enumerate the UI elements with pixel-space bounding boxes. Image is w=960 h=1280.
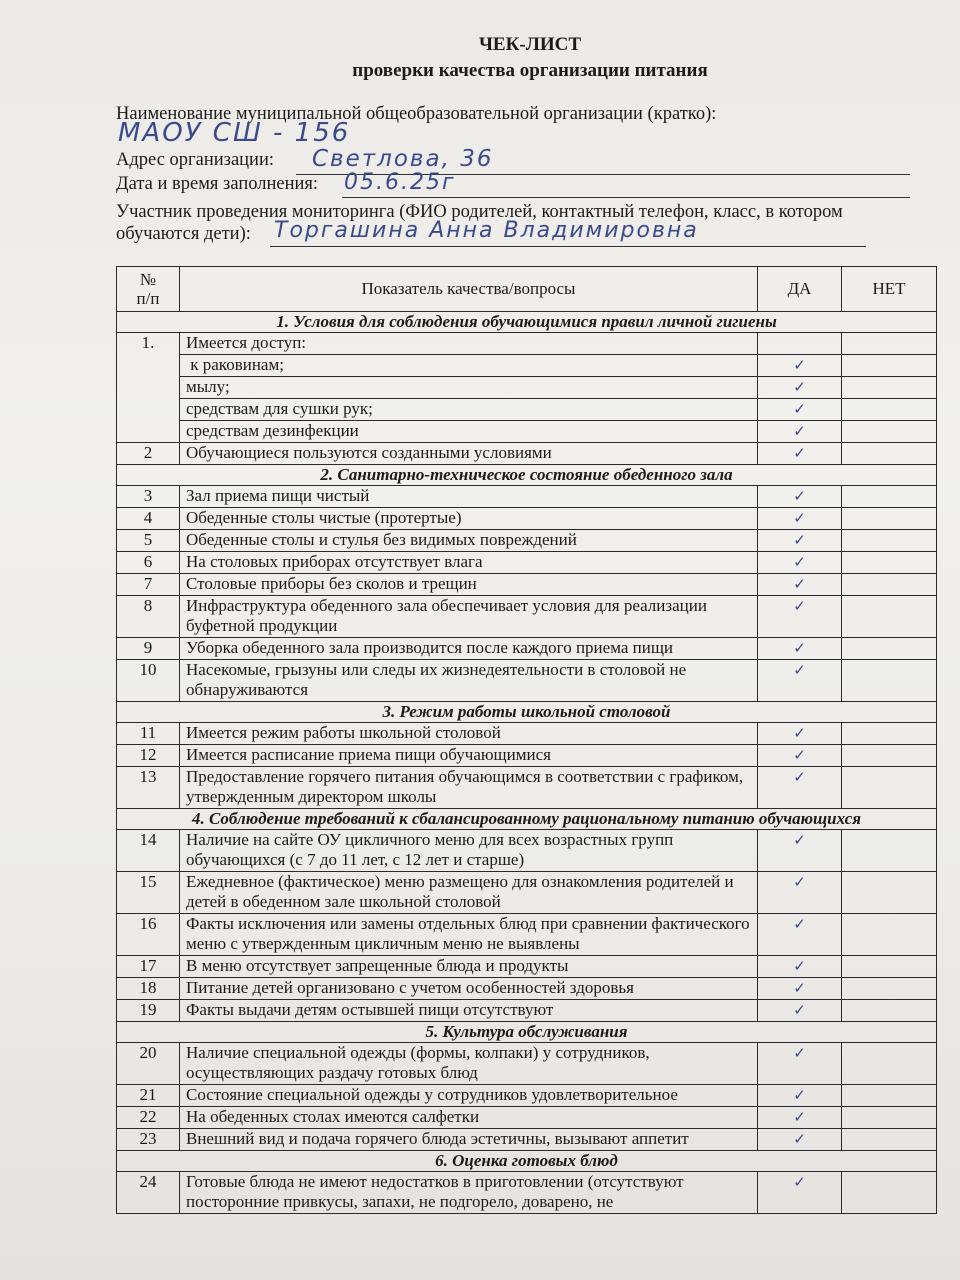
- yes-check-mark[interactable]: ✓: [758, 486, 842, 508]
- row-number: 15: [117, 872, 180, 914]
- row-text: Имеется расписание приема пищи обучающимися: [180, 745, 758, 767]
- yes-check-mark[interactable]: ✓: [758, 399, 842, 421]
- participant-underline: [270, 246, 866, 247]
- row-number: 10: [117, 660, 180, 702]
- table-row: [117, 978, 937, 1000]
- table-row: [117, 1000, 937, 1022]
- row-text: к раковинам;: [180, 355, 758, 377]
- section-heading-3: 3. Режим работы школьной столовой: [117, 702, 937, 723]
- table-row: [117, 767, 937, 809]
- yes-check-mark[interactable]: ✓: [758, 660, 842, 702]
- row-text: средствам для сушки рук;: [180, 399, 758, 421]
- checklist-table: [116, 266, 937, 1214]
- yes-check-mark[interactable]: ✓: [758, 1172, 842, 1214]
- table-row: [117, 333, 937, 355]
- row-text: Наличие специальной одежды (формы, колпаки) у сотрудников, осуществляющих раздачу готовых блюд: [180, 1043, 758, 1085]
- no-cell[interactable]: [842, 1107, 937, 1129]
- row-number: 17: [117, 956, 180, 978]
- row-text: Обеденные столы чистые (протертые): [180, 508, 758, 530]
- row-text: Состояние специальной одежды у сотрудников удовлетворительное: [180, 1085, 758, 1107]
- no-cell[interactable]: [842, 1043, 937, 1085]
- row-text: Обеденные столы и стулья без видимых повреждений: [180, 530, 758, 552]
- no-cell[interactable]: [842, 872, 937, 914]
- participant-label-line2: обучаются дети):: [116, 224, 251, 244]
- yes-check-mark[interactable]: ✓: [758, 596, 842, 638]
- yes-check-mark[interactable]: ✓: [758, 1085, 842, 1107]
- table-row: [117, 377, 937, 399]
- table-row: [117, 508, 937, 530]
- no-cell[interactable]: [842, 660, 937, 702]
- row-number: 16: [117, 914, 180, 956]
- table-row: [117, 596, 937, 638]
- table-row: [117, 830, 937, 872]
- yes-check-mark[interactable]: ✓: [758, 767, 842, 809]
- yes-check-mark[interactable]: ✓: [758, 745, 842, 767]
- col-header-indicator: Показатель качества/вопросы: [180, 267, 758, 312]
- row-text: Ежедневное (фактическое) меню размещено для ознакомления родителей и детей в обеденном зале школьной столовой: [180, 872, 758, 914]
- table-row: [117, 443, 937, 465]
- no-cell[interactable]: [842, 443, 937, 465]
- row-text: Факты выдачи детям остывшей пищи отсутствуют: [180, 1000, 758, 1022]
- table-row: [117, 574, 937, 596]
- row-number: 7: [117, 574, 180, 596]
- no-cell[interactable]: [842, 596, 937, 638]
- yes-check-mark[interactable]: ✓: [758, 1043, 842, 1085]
- row-number: 24: [117, 1172, 180, 1214]
- row-number: 9: [117, 638, 180, 660]
- section-heading-4: 4. Соблюдение требований к сбалансированному рациональному питанию обучающихся: [117, 809, 937, 830]
- table-row: [117, 421, 937, 443]
- row-text: мылу;: [180, 377, 758, 399]
- table-row: [117, 1085, 937, 1107]
- no-cell[interactable]: [842, 956, 937, 978]
- row-number: 3: [117, 486, 180, 508]
- no-cell[interactable]: [842, 333, 937, 355]
- row-number: 5: [117, 530, 180, 552]
- no-cell[interactable]: [842, 574, 937, 596]
- row-number: 11: [117, 723, 180, 745]
- row-text: Обучающиеся пользуются созданными условиями: [180, 443, 758, 465]
- row-text: Предоставление горячего питания обучающимся в соответствии с графиком, утвержденным директором школы: [180, 767, 758, 809]
- no-cell[interactable]: [842, 1085, 937, 1107]
- table-row: [117, 638, 937, 660]
- no-cell[interactable]: [842, 978, 937, 1000]
- table-row: [117, 723, 937, 745]
- yes-check-mark[interactable]: ✓: [758, 421, 842, 443]
- row-number: 22: [117, 1107, 180, 1129]
- row-number: 6: [117, 552, 180, 574]
- yes-check-mark[interactable]: ✓: [758, 914, 842, 956]
- yes-check-mark[interactable]: ✓: [758, 1000, 842, 1022]
- section-heading-6: 6. Оценка готовых блюд: [117, 1151, 937, 1172]
- table-row: [117, 872, 937, 914]
- row-number: 4: [117, 508, 180, 530]
- org-handwritten-value: МАОУ СШ - 156: [118, 118, 351, 148]
- row-text: Инфраструктура обеденного зала обеспечивает условия для реализации буфетной продукции: [180, 596, 758, 638]
- yes-check-mark[interactable]: ✓: [758, 872, 842, 914]
- row-number: 19: [117, 1000, 180, 1022]
- row-text: средствам дезинфекции: [180, 421, 758, 443]
- no-cell[interactable]: [842, 399, 937, 421]
- yes-check-mark[interactable]: ✓: [758, 552, 842, 574]
- table-row: [117, 914, 937, 956]
- no-cell[interactable]: [842, 1172, 937, 1214]
- no-cell[interactable]: [842, 355, 937, 377]
- row-text: Питание детей организовано с учетом особенностей здоровья: [180, 978, 758, 1000]
- participant-handwritten-value: Торгашина Анна Владимировна: [274, 218, 699, 243]
- col-header-num: № п/п: [117, 267, 180, 312]
- row-number: 21: [117, 1085, 180, 1107]
- row-text: Имеется режим работы школьной столовой: [180, 723, 758, 745]
- table-row: [117, 1129, 937, 1151]
- yes-check-mark[interactable]: ✓: [758, 574, 842, 596]
- row-number: 14: [117, 830, 180, 872]
- yes-check-mark[interactable]: ✓: [758, 830, 842, 872]
- table-header-row: [117, 267, 937, 312]
- row-text: Факты исключения или замены отдельных блюд при сравнении фактического меню с утвержденным цикличным меню не выявлены: [180, 914, 758, 956]
- no-cell[interactable]: [842, 830, 937, 872]
- row-text: Наличие на сайте ОУ цикличного меню для всех возрастных групп обучающихся (с 7 до 11 лет, с 12 лет и старше): [180, 830, 758, 872]
- row-text: Насекомые, грызуны или следы их жизнедеятельности в столовой не обнаруживаются: [180, 660, 758, 702]
- col-header-no: НЕТ: [842, 267, 937, 312]
- no-cell[interactable]: [842, 421, 937, 443]
- table-row: [117, 1107, 937, 1129]
- table-row: [117, 745, 937, 767]
- document-subtitle: проверки качества организации питания: [352, 60, 708, 81]
- table-row: [117, 486, 937, 508]
- yes-check-mark[interactable]: ✓: [758, 1107, 842, 1129]
- no-cell[interactable]: [842, 377, 937, 399]
- yes-check-mark[interactable]: ✓: [758, 530, 842, 552]
- row-number: 2: [117, 443, 180, 465]
- row-text: На обеденных столах имеются салфетки: [180, 1107, 758, 1129]
- row-text: Готовые блюда не имеют недостатков в приготовлении (отсутствуют посторонние привкусы, запахи, не подгорело, доварено, не: [180, 1172, 758, 1214]
- no-cell[interactable]: [842, 745, 937, 767]
- yes-check-mark[interactable]: ✓: [758, 978, 842, 1000]
- yes-check-mark[interactable]: ✓: [758, 377, 842, 399]
- yes-check-mark[interactable]: ✓: [758, 355, 842, 377]
- row-text: Имеется доступ:: [180, 333, 758, 355]
- no-cell[interactable]: [842, 914, 937, 956]
- yes-check-mark[interactable]: ✓: [758, 723, 842, 745]
- row-text: В меню отсутствует запрещенные блюда и продукты: [180, 956, 758, 978]
- participant-label-line1: Участник проведения мониторинга (ФИО родителей, контактный телефон, класс, в котором: [116, 202, 843, 222]
- row-text: Уборка обеденного зала производится после каждого приема пищи: [180, 638, 758, 660]
- no-cell[interactable]: [842, 1129, 937, 1151]
- row-number: 8: [117, 596, 180, 638]
- row-number: 23: [117, 1129, 180, 1151]
- table-row: [117, 660, 937, 702]
- no-cell[interactable]: [842, 552, 937, 574]
- row-text: Столовые приборы без сколов и трещин: [180, 574, 758, 596]
- datetime-underline: [342, 197, 910, 198]
- row-text: На столовых приборах отсутствует влага: [180, 552, 758, 574]
- section-heading-5: 5. Культура обслуживания: [117, 1022, 937, 1043]
- yes-check-mark[interactable]: ✓: [758, 638, 842, 660]
- table-row: [117, 399, 937, 421]
- address-handwritten-value: Светлова, 36: [312, 146, 494, 172]
- no-cell[interactable]: [842, 723, 937, 745]
- yes-cell[interactable]: [758, 333, 842, 355]
- address-label: Адрес организации:: [116, 150, 274, 170]
- table-row: [117, 530, 937, 552]
- no-cell[interactable]: [842, 508, 937, 530]
- no-cell[interactable]: [842, 530, 937, 552]
- row-text: Зал приема пищи чистый: [180, 486, 758, 508]
- yes-check-mark[interactable]: ✓: [758, 956, 842, 978]
- yes-check-mark[interactable]: ✓: [758, 443, 842, 465]
- row-number: 20: [117, 1043, 180, 1085]
- yes-check-mark[interactable]: ✓: [758, 1129, 842, 1151]
- row-number: 12: [117, 745, 180, 767]
- no-cell[interactable]: [842, 767, 937, 809]
- org-label: Наименование муниципальной общеобразовательной организации (кратко):: [116, 104, 717, 124]
- datetime-handwritten-value: 05.6.25г: [344, 170, 456, 195]
- row-text: Внешний вид и подача горячего блюда эстетичны, вызывают аппетит: [180, 1129, 758, 1151]
- no-cell[interactable]: [842, 1000, 937, 1022]
- datetime-label: Дата и время заполнения:: [116, 174, 319, 194]
- section-heading-2: 2. Санитарно-техническое состояние обеденного зала: [117, 465, 937, 486]
- section-heading-1: 1. Условия для соблюдения обучающимися правил личной гигиены: [117, 312, 937, 333]
- row-number: 1.: [117, 333, 180, 443]
- table-row: [117, 1172, 937, 1214]
- table-row: [117, 1043, 937, 1085]
- no-cell[interactable]: [842, 638, 937, 660]
- row-number: 13: [117, 767, 180, 809]
- table-row: [117, 355, 937, 377]
- no-cell[interactable]: [842, 486, 937, 508]
- col-header-yes: ДА: [758, 267, 842, 312]
- document-title: ЧЕК-ЛИСТ: [478, 34, 582, 55]
- yes-check-mark[interactable]: ✓: [758, 508, 842, 530]
- row-number: 18: [117, 978, 180, 1000]
- table-row: [117, 552, 937, 574]
- table-row: [117, 956, 937, 978]
